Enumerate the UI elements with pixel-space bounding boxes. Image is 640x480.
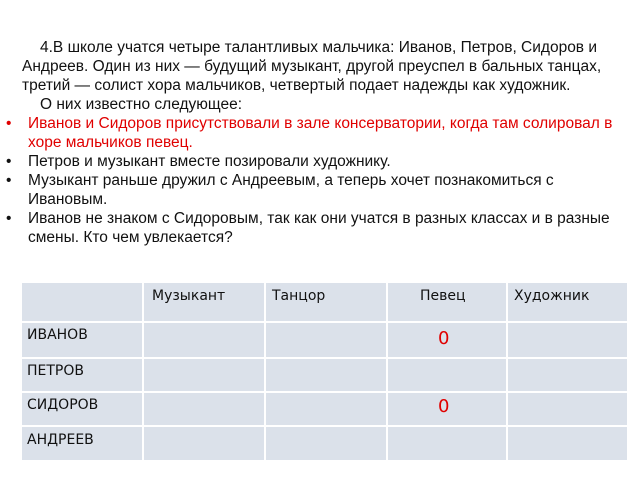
col-divider	[506, 283, 508, 460]
row-header-sidorov: СИДОРОВ	[27, 397, 99, 413]
col-header-dancer: Танцор	[272, 288, 326, 304]
col-header-singer: Певец	[420, 288, 466, 304]
row-divider	[22, 357, 627, 359]
col-header-artist: Художник	[514, 288, 590, 304]
facts-list	[22, 114, 622, 247]
row-header-andreev: АНДРЕЕВ	[27, 432, 94, 448]
row-header-ivanov: ИВАНОВ	[27, 327, 88, 343]
col-header-musician: Музыкант	[152, 288, 226, 304]
col-divider	[142, 283, 144, 460]
logic-table	[22, 283, 627, 460]
known-heading: О них известно следующее:	[40, 96, 243, 113]
cell-sidorov-singer: 0	[438, 396, 450, 417]
fact-item: • Музыкант раньше дружил с Андреевым, а теперь хочет познакомиться с Ивановым.	[6, 171, 622, 209]
row-header-petrov: ПЕТРОВ	[27, 363, 84, 379]
row-divider	[22, 391, 627, 393]
fact-item: • Иванов и Сидоров присутствовали в зале консерватории, когда там солировал в хоре мальчиков певец.	[6, 114, 622, 152]
col-divider	[264, 283, 266, 460]
problem-text	[22, 38, 622, 247]
col-divider	[386, 283, 388, 460]
fact-item: • Петров и музыкант вместе позировали художнику.	[6, 152, 622, 171]
row-divider	[22, 321, 627, 323]
fact-item: • Иванов не знаком с Сидоровым, так как они учатся в разных классах и в разные смены. Кто чем увлекается?	[6, 209, 622, 247]
cell-ivanov-singer: 0	[438, 328, 450, 349]
problem-intro: 4.В школе учатся четыре талантливых мальчика: Иванов, Петров, Сидоров и Андреев. Один из них — будущий музыкант, другой преуспел в бальных танцах, третий — солист хора мальчиков, четвертый подает надежды как художник.	[22, 39, 602, 94]
row-divider	[22, 425, 627, 427]
